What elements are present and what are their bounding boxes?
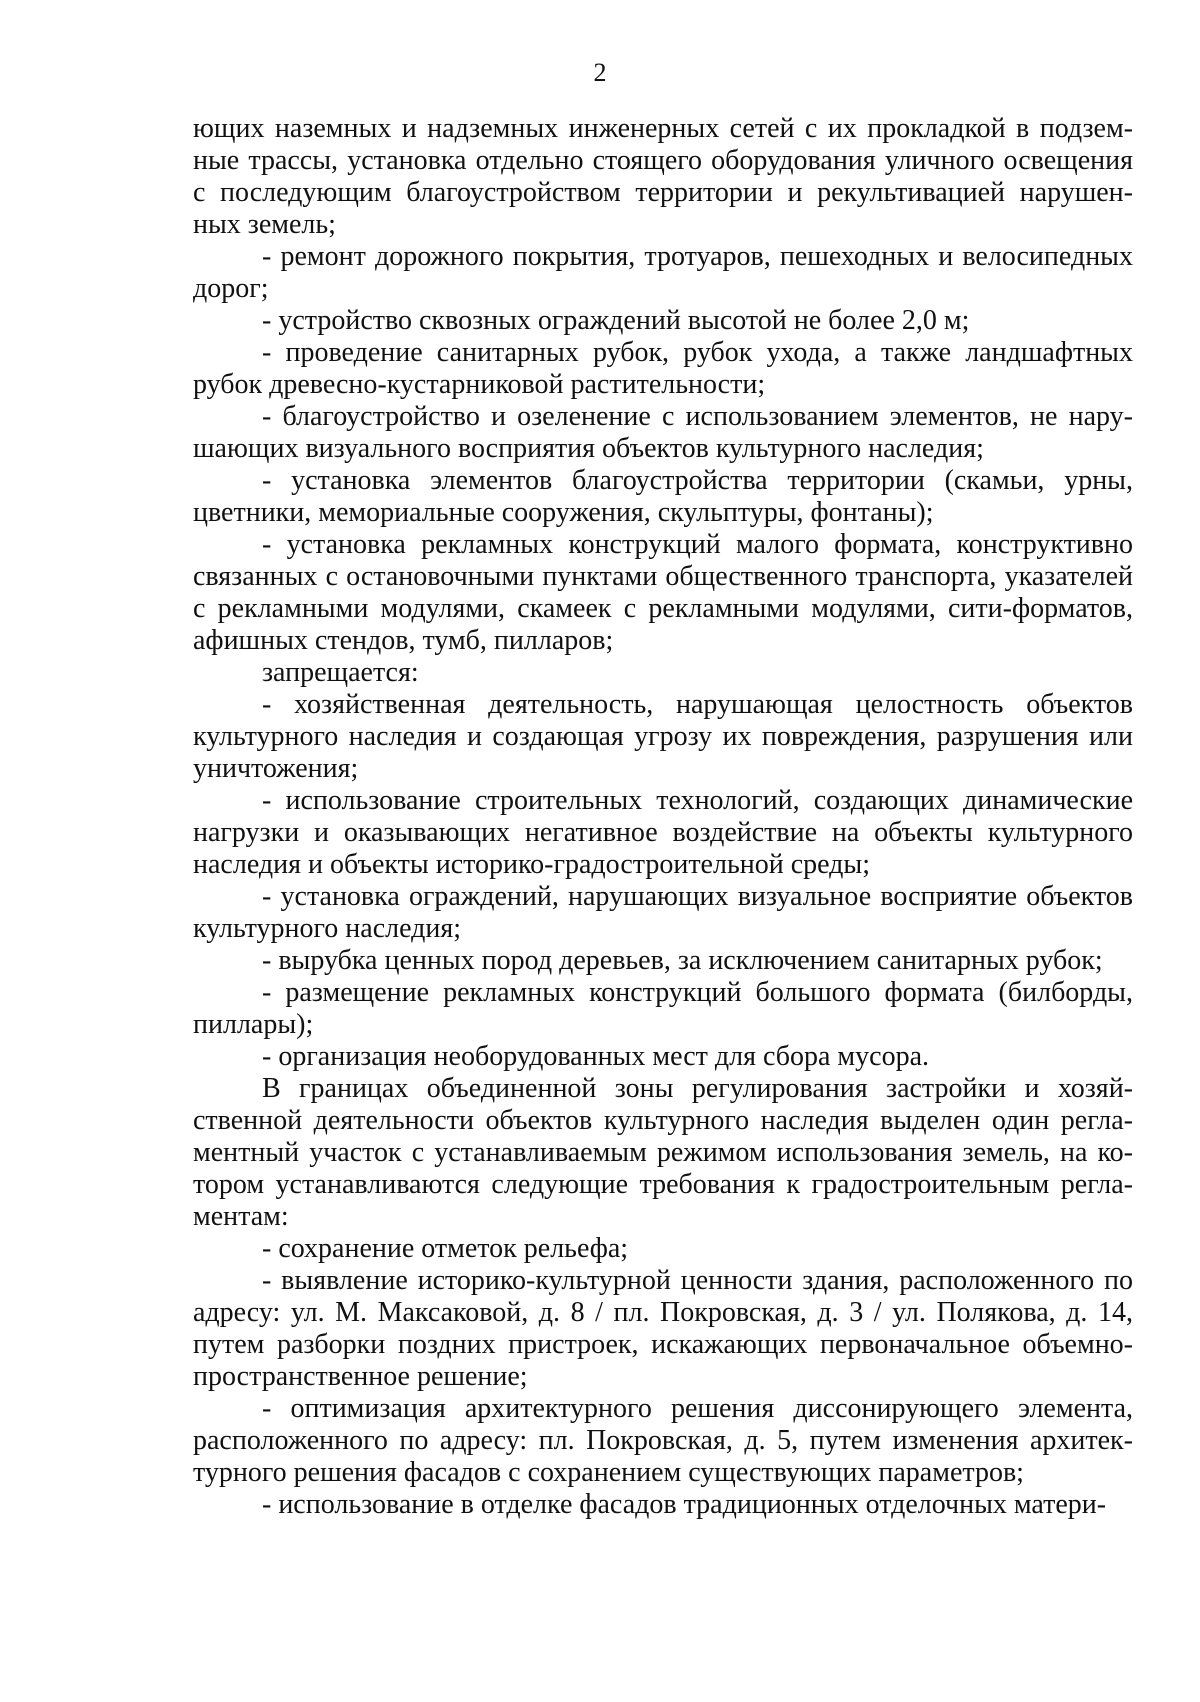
paragraph-16: - сохранение отметок рельефа; — [262, 1233, 629, 1264]
paragraph-9: - хозяйственная деятельность, нарушающая целостность объектов культурного наследия и создающая угрозу их повреждения, разрушения или уничтожения; — [193, 689, 1133, 784]
paragraph-13: - размещение рекламных конструкций большого формата (билборды, пиллары); — [193, 977, 1133, 1040]
paragraph-7: - установка рекламных конструкций малого формата, конструктивно связанных с остановочными пунктами общественного транспорта, указателей с рекламными модулями, скамеек с рекламными модулями, сити-форматов, афишных стендов, тумб, пилларов; — [193, 529, 1133, 656]
paragraph-2: - ремонт дорожного покрытия, тротуаров, пешеходных и велосипедных дорог; — [193, 241, 1133, 304]
paragraph-6: - установка элементов благоустройства территории (скамьи, урны, цветники, мемориальные сооружения, скульптуры, фонтаны); — [193, 465, 1133, 528]
page-number: 2 — [593, 58, 607, 87]
paragraph-1: ющих наземных и надземных инженерных сетей с их прокладкой в подзем-ные трассы, установка отдельно стоящего оборудования уличного освещения с последующим благоустройством территории и рекультивацией нарушен-ных земель; — [193, 113, 1133, 240]
paragraph-11: - установка ограждений, нарушающих визуальное восприятие объектов культурного наследия; — [193, 881, 1133, 944]
paragraph-14: - организация необорудованных мест для сбора мусора. — [262, 1041, 929, 1072]
paragraph-4: - проведение санитарных рубок, рубок ухода, а также ландшафтных рубок древесно-кустарниковой растительности; — [193, 337, 1133, 400]
paragraph-12: - вырубка ценных пород деревьев, за исключением санитарных рубок; — [262, 945, 1103, 976]
paragraph-15: В границах объединенной зоны регулирования застройки и хозяй-ственной деятельности объектов культурного наследия выделен один регла-ментный участок с устанавливаемым режимом использования земель, на ко-тором устанавливаются следующие требования к градостроительным регла-ментам: — [193, 1073, 1133, 1232]
paragraph-17: - выявление историко-культурной ценности здания, расположенного по адресу: ул. М. Максаковой, д. 8 / пл. Покровская, д. 3 / ул. Полякова, д. 14, путем разборки поздних пристроек, искажающих первоначальное объемно-пространственное решение; — [193, 1265, 1133, 1392]
paragraph-19: - использование в отделке фасадов традиционных отделочных матери- — [262, 1489, 1107, 1520]
paragraph-18: - оптимизация архитектурного решения диссонирующего элемента, расположенного по адресу: пл. Покровская, д. 5, путем изменения архитек-турного решения фасадов с сохранением существующих параметров; — [193, 1393, 1133, 1488]
paragraph-8: запрещается: — [262, 657, 419, 688]
paragraph-5: - благоустройство и озеленение с использованием элементов, не нару-шающих визуального восприятия объектов культурного наследия; — [193, 401, 1133, 464]
document-body — [193, 113, 1133, 1521]
paragraph-3: - устройство сквозных ограждений высотой не более 2,0 м; — [262, 305, 970, 336]
paragraph-10: - использование строительных технологий, создающих динамические нагрузки и оказывающих негативное воздействие на объекты культурного наследия и объекты историко-градостроительной среды; — [193, 785, 1133, 880]
